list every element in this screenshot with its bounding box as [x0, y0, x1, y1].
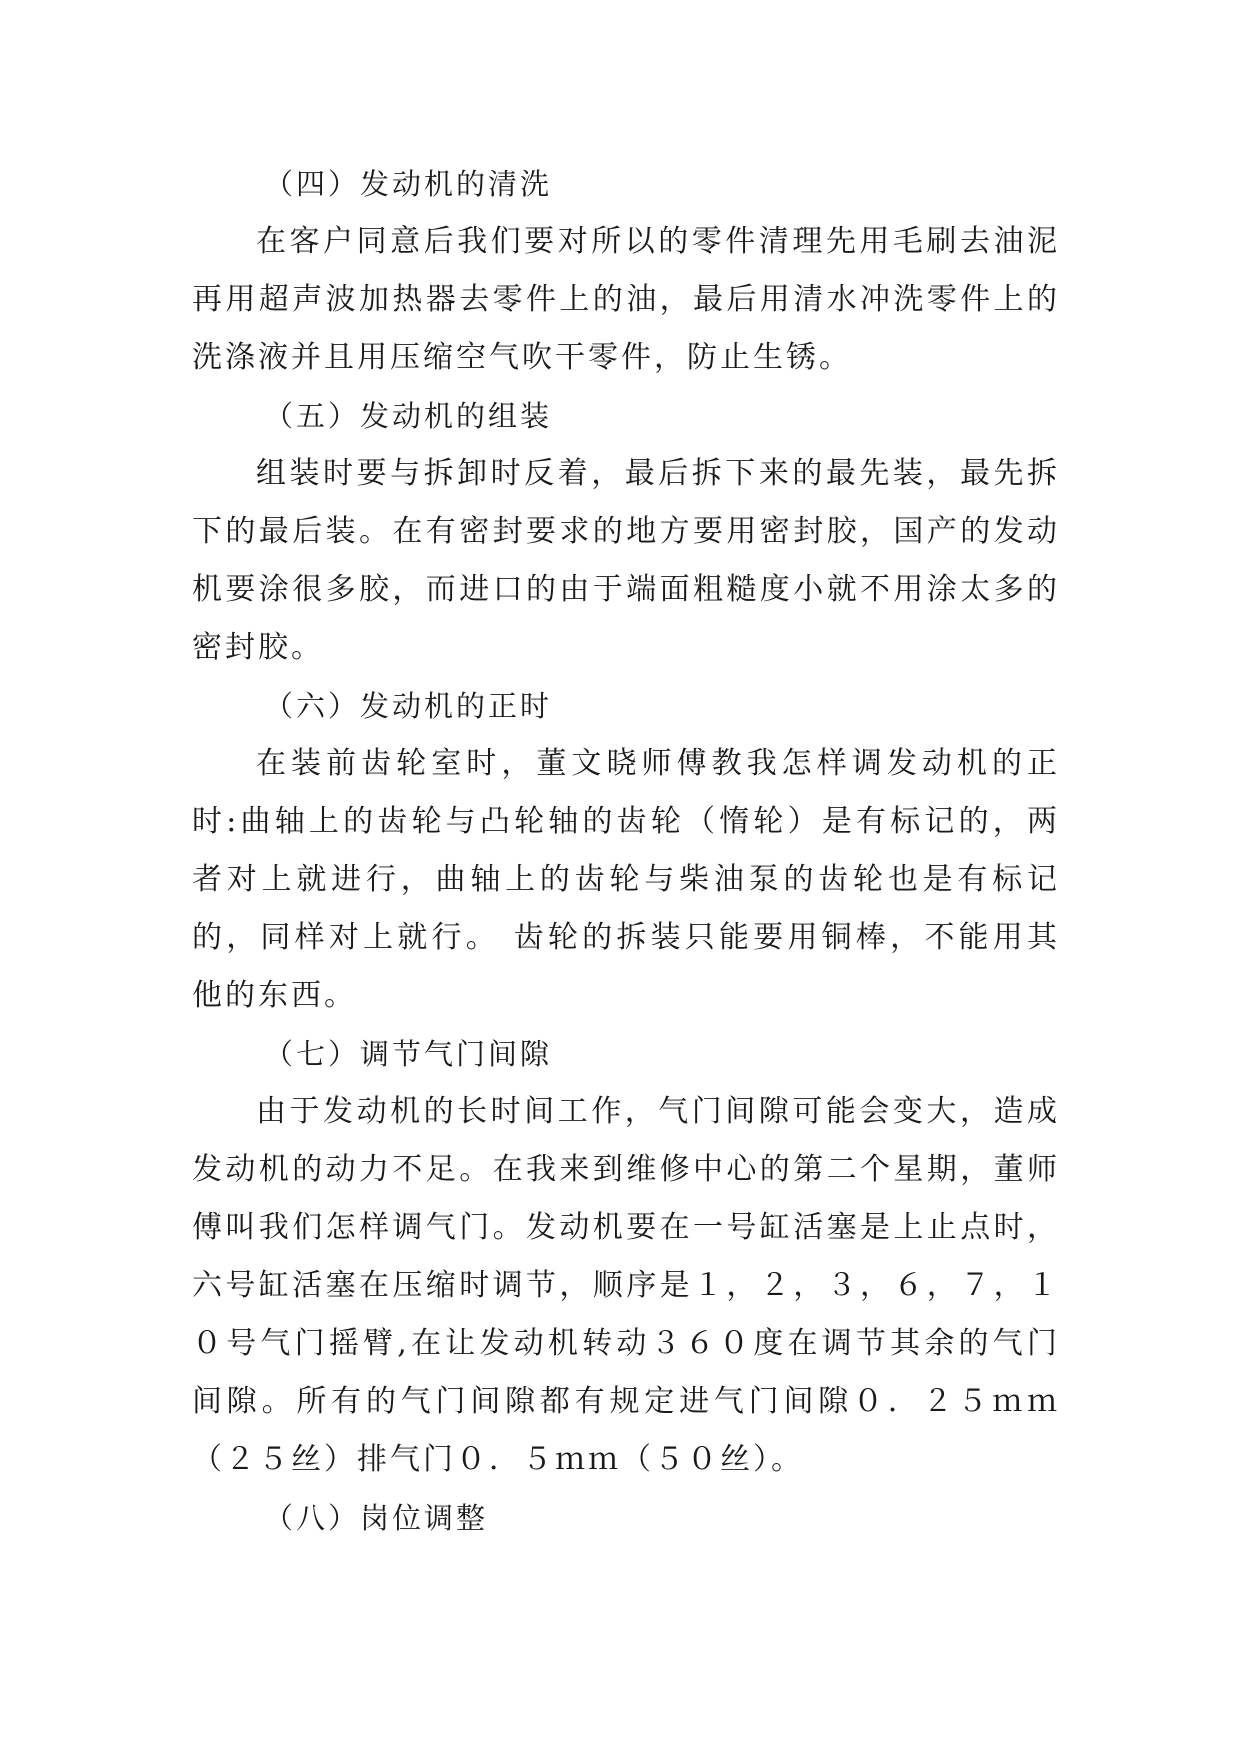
section-body-cleaning: 在客户同意后我们要对所以的零件清理先用毛刷去油泥再用超声波加热器去零件上的油，最后用清水冲洗零件上的洗涤液并且用压缩空气吹干零件，防止生锈。 [192, 224, 1060, 375]
section-heading-valve-clearance: （七）调节气门间隙 [264, 1037, 553, 1071]
section-body-valve-clearance: 由于发动机的长时间工作，气门间隙可能会变大，造成发动机的动力不足。在我来到维修中心的第二个星期，董师傅叫我们怎样调气门。发动机要在一号缸活塞是上止点时，六号缸活塞在压缩时调节，顺序是１，２，３，６，７，１０号气门摇臂,在让发动机转动３６０度在调节其余的气门间隙。所有的气门间隙都有规定进气门间隙０．２５ｍｍ（２５丝）排气门０．５ｍｍ（５０丝）。 [192, 1094, 1060, 1477]
section-heading-position-adjustment: （八）岗位调整 [264, 1501, 489, 1535]
section-body-timing: 在装前齿轮室时，董文晓师傅教我怎样调发动机的正时:曲轴上的齿轮与凸轮轴的齿轮（惰轮）是有标记的，两者对上就进行，曲轴上的齿轮与柴油泵的齿轮也是有标记的，同样对上就行。 齿轮的拆装只能要用铜棒，不能用其他的东西。 [192, 746, 1060, 1013]
section-heading-cleaning: （四）发动机的清洗 [264, 167, 553, 201]
section-heading-timing: （六）发动机的正时 [264, 689, 553, 723]
section-heading-assembly: （五）发动机的组装 [264, 399, 553, 433]
document-page [192, 155, 1060, 1547]
section-body-assembly: 组装时要与拆卸时反着，最后拆下来的最先装，最先拆下的最后装。在有密封要求的地方要用密封胶，国产的发动机要涂很多胶，而进口的由于端面粗糙度小就不用涂太多的密封胶。 [192, 456, 1060, 665]
